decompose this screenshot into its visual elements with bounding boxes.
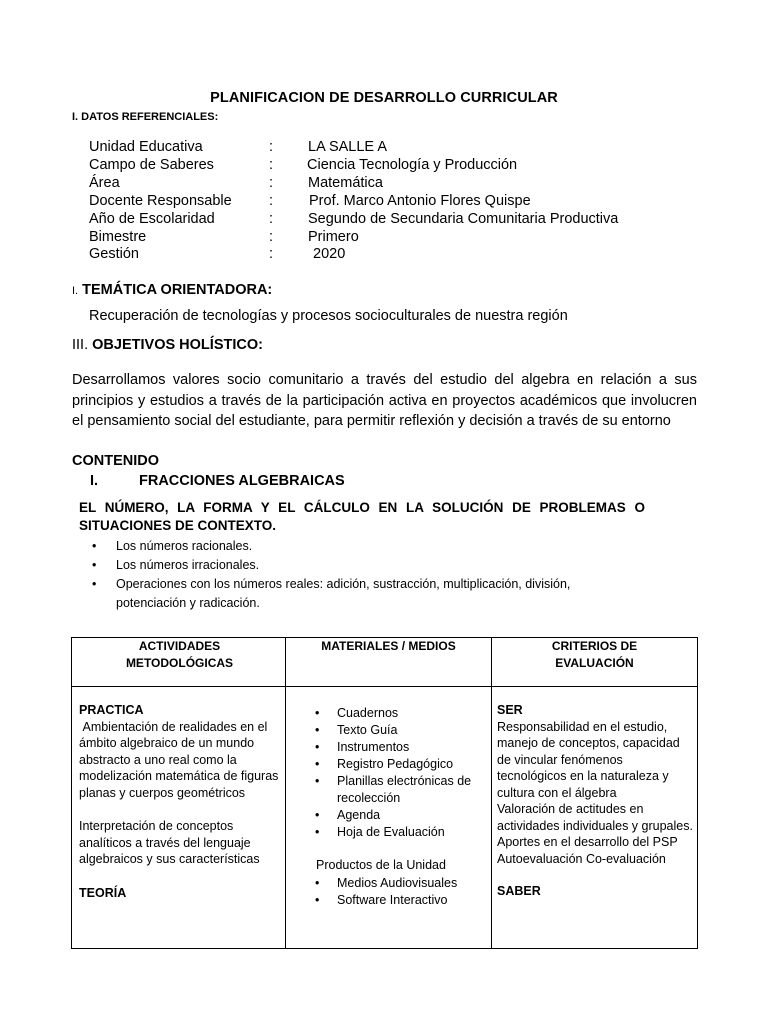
info-value: Ciencia Tecnología y Producción xyxy=(307,157,518,173)
info-value: Matemática xyxy=(308,175,383,191)
info-label: Bimestre xyxy=(89,229,147,245)
info-label: Campo de Saberes xyxy=(89,157,214,173)
info-separator: : xyxy=(269,193,274,209)
info-value: Prof. Marco Antonio Flores Quispe xyxy=(309,193,531,209)
document-title: PLANIFICACION DE DESARROLLO CURRICULAR xyxy=(210,90,558,106)
list-item: • Instrumentos xyxy=(337,739,487,756)
info-value: 2020 xyxy=(313,246,346,262)
valoracion-text: Valoración de actitudes en actividades individuales y grupales. xyxy=(497,802,693,833)
contenido-subtitle: EL NÚMERO, LA FORMA Y EL CÁLCULO EN LA SOLUCIÓN DE PROBLEMAS O SITUACIONES DE CONTEXTO. xyxy=(79,500,645,533)
aportes-text: Aportes en el desarrollo del PSP xyxy=(497,835,678,849)
practica-text: Ambientación de realidades en el ámbito algebraico de un mundo abstracto a uno real como la modelización matemática de figuras planas y cuerpos geométricos xyxy=(79,719,282,800)
contenido-heading: CONTENIDO xyxy=(72,453,159,469)
table-divider xyxy=(72,686,697,687)
fracciones-title: FRACCIONES ALGEBRAICAS xyxy=(139,473,345,489)
saber-label: SABER xyxy=(497,884,541,898)
objetivo-text: Desarrollamos valores socio comunitario a través del estudio del algebra en relación a sus principios y estudios a través de la participación activa en proyectos académicos que involucren el pensamiento social del estudiante, para permitir reflexión y decisión a través de su entorno xyxy=(72,372,697,429)
practica-label: PRACTICA xyxy=(79,703,144,717)
list-item: • Registro Pedagógico xyxy=(337,756,487,773)
list-item: • Medios Audiovisuales xyxy=(337,875,487,892)
list-item: • Hoja de Evaluación xyxy=(337,824,487,841)
info-label: Año de Escolaridad xyxy=(89,211,215,227)
contenido-list xyxy=(116,537,616,613)
info-separator: : xyxy=(269,139,274,155)
section-objetivos-heading xyxy=(72,337,263,353)
section-number: III. xyxy=(72,337,89,353)
header-actividades: ACTIVIDADES METODOLÓGICAS xyxy=(125,639,234,670)
list-item: • Software Interactivo xyxy=(337,892,487,909)
header-materiales: MATERIALES / MEDIOS xyxy=(321,639,456,653)
info-separator: : xyxy=(269,175,274,191)
list-item: • Agenda xyxy=(337,807,487,824)
list-item: • Planillas electrónicas de recolección xyxy=(337,773,487,807)
materiales-list xyxy=(337,705,487,841)
planning-table xyxy=(71,637,698,949)
list-item: • Texto Guía xyxy=(337,722,487,739)
section-title: OBJETIVOS HOLÍSTICO: xyxy=(92,337,263,353)
info-label: Área xyxy=(89,175,120,191)
table-divider xyxy=(491,638,492,948)
actividades-cell xyxy=(79,702,282,901)
info-separator: : xyxy=(269,157,274,173)
ser-label: SER xyxy=(497,703,523,717)
section-datos-referenciales: I. DATOS REFERENCIALES: xyxy=(72,111,219,123)
list-item: • Los números racionales. xyxy=(116,537,616,556)
table-divider xyxy=(285,638,286,948)
section-title: TEMÁTICA ORIENTADORA: xyxy=(82,282,273,298)
fracciones-number: I. xyxy=(90,473,99,489)
info-value: LA SALLE A xyxy=(308,139,388,155)
ser-text: Responsabilidad en el estudio, manejo de conceptos, capacidad de vincular fenómenos tecnológicos en la naturaleza y cultura con el álgebra xyxy=(497,719,680,800)
header-criterios: CRITERIOS DE EVALUACIÓN xyxy=(551,639,638,670)
info-value: Primero xyxy=(308,229,359,245)
info-label: Gestión xyxy=(89,246,139,262)
info-label: Docente Responsable xyxy=(89,193,232,209)
section-number: I. xyxy=(72,285,79,297)
info-separator: : xyxy=(269,246,274,262)
list-item: • Operaciones con los números reales: adición, sustracción, multiplicación, división, potenciación y radicación. xyxy=(116,575,616,613)
info-value: Segundo de Secundaria Comunitaria Productiva xyxy=(308,211,619,227)
criterios-cell xyxy=(497,702,695,900)
list-item: • Cuadernos xyxy=(337,705,487,722)
section-tematica-heading xyxy=(72,282,272,298)
productos-list xyxy=(337,875,487,909)
info-separator: : xyxy=(269,229,274,245)
list-item: • Los números irracionales. xyxy=(116,556,616,575)
interpretacion-text: Interpretación de conceptos analíticos a través del lenguaje algebraicos y sus características xyxy=(79,819,260,866)
info-label: Unidad Educativa xyxy=(89,139,203,155)
productos-label: Productos de la Unidad xyxy=(316,858,446,872)
tematica-text: Recuperación de tecnologías y procesos socioculturales de nuestra región xyxy=(89,308,568,324)
info-separator: : xyxy=(269,211,274,227)
teoria-label: TEORÍA xyxy=(79,885,127,900)
autoevaluacion-text: Autoevaluación Co-evaluación xyxy=(497,851,666,866)
